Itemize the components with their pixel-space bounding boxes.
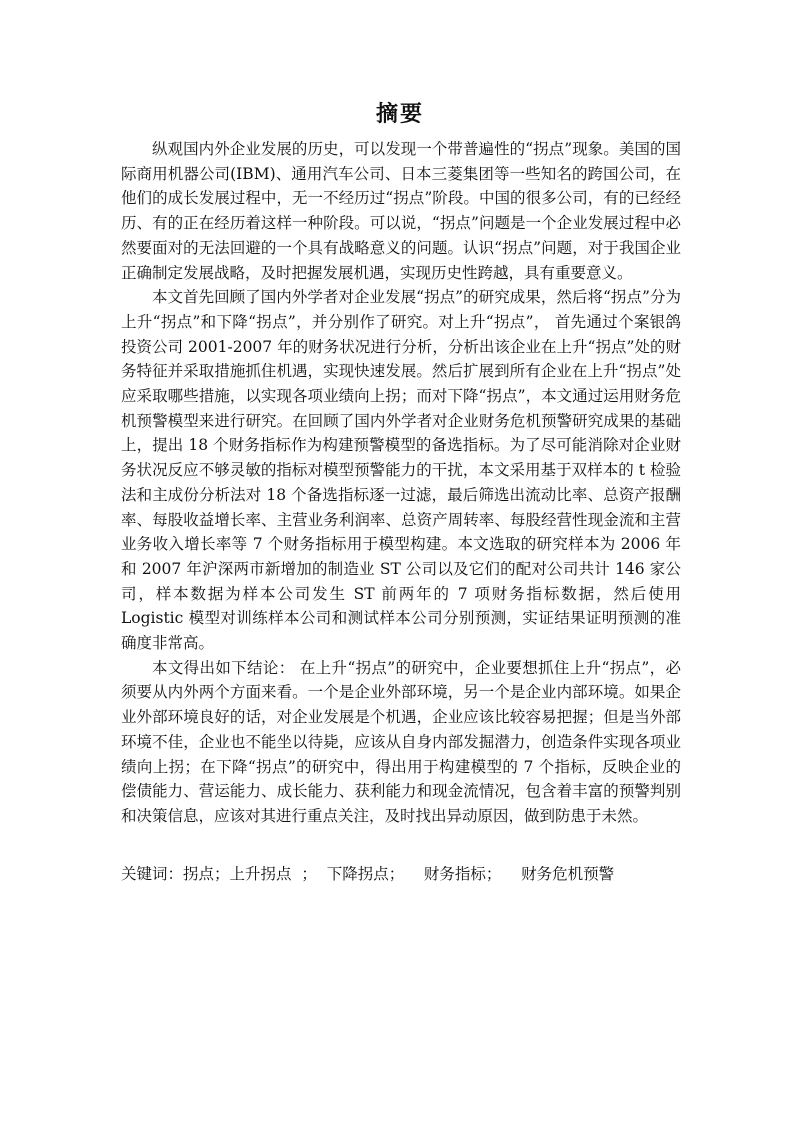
abstract-paragraph-1: 纵观国内外企业发展的历史，可以发现一个带普遍性的“拐点”现象。美国的国际商用机器公司(IBM)、通用汽车公司、日本三菱集团等一些知名的跨国公司，在他们的成长发展过程中，无一不经历过“拐点”阶段。中国的很多公司，有的已经经历、有的正在经历着这样一种阶段。可以说，“拐点”问题是一个企业发展过程中必然要面对的无法回避的一个具有战略意义的问题。认识“拐点”问题，对于我国企业正确制定发展战略，及时把握发展机遇，实现历史性跨越，具有重要意义。: [121, 140, 681, 282]
abstract-body: [121, 137, 681, 829]
keywords-line: 关键词：拐点；上升拐点 ； 下降拐点； 财务指标； 财务危机预警: [121, 865, 615, 883]
page-title: 摘要: [375, 102, 424, 127]
abstract-paragraph-2: 本文首先回顾了国内外学者对企业发展“拐点”的研究成果，然后将“拐点”分为上升“拐点”和下降“拐点”，并分别作了研究。对上升“拐点”， 首先通过个案银鸽投资公司 2001-2007 年的财务状况进行分析，分析出该企业在上升“拐点”处的财务特征并采取措施抓住机遇，实现快速发展。然后扩展到所有企业在上升“拐点”处应采取哪些措施，以实现各项业绩向上拐；而对下降“拐点”，本文通过运用财务危机预警模型来进行研究。在回顾了国内外学者对企业财务危机预警研究成果的基础上，提出 18 个财务指标作为构建预警模型的备选指标。为了尽可能消除对企业财务状况反应不够灵敏的指标对模型预警能力的干扰，本文采用基于双样本的 t 检验法和主成份分析法对 18 个备选指标逐一过滤，最后筛选出流动比率、总资产报酬率、每股收益增长率、主营业务利润率、总资产周转率、每股经营性现金流和主营业务收入增长率等 7 个财务指标用于模型构建。本文选取的研究样本为 2006 年和 2007 年沪深两市新增加的制造业 ST 公司以及它们的配对公司共计 146 家公司，样本数据为样本公司发生 ST 前两年的 7 项财务指标数据，然后使用 Logistic 模型对训练样本公司和测试样本公司分别预测，实证结果证明预测的准确度非常高。: [121, 288, 681, 653]
abstract-paragraph-3: 本文得出如下结论： 在上升“拐点”的研究中，企业要想抓住上升“拐点”，必须要从内外两个方面来看。一个是企业外部环境，另一个是企业内部环境。如果企业外部环境良好的话，对企业发展是个机遇，企业应该比较容易把握；但是当外部环境不佳，企业也不能坐以待毙，应该从自身内部发掘潜力，创造条件实现各项业绩向上拐；在下降“拐点”的研究中，得出用于构建模型的 7 个指标，反映企业的偿债能力、营运能力、成长能力、获利能力和现金流情况，包含着丰富的预警判别和决策信息，应该对其进行重点关注，及时找出异动原因，做到防患于未然。: [121, 658, 681, 825]
